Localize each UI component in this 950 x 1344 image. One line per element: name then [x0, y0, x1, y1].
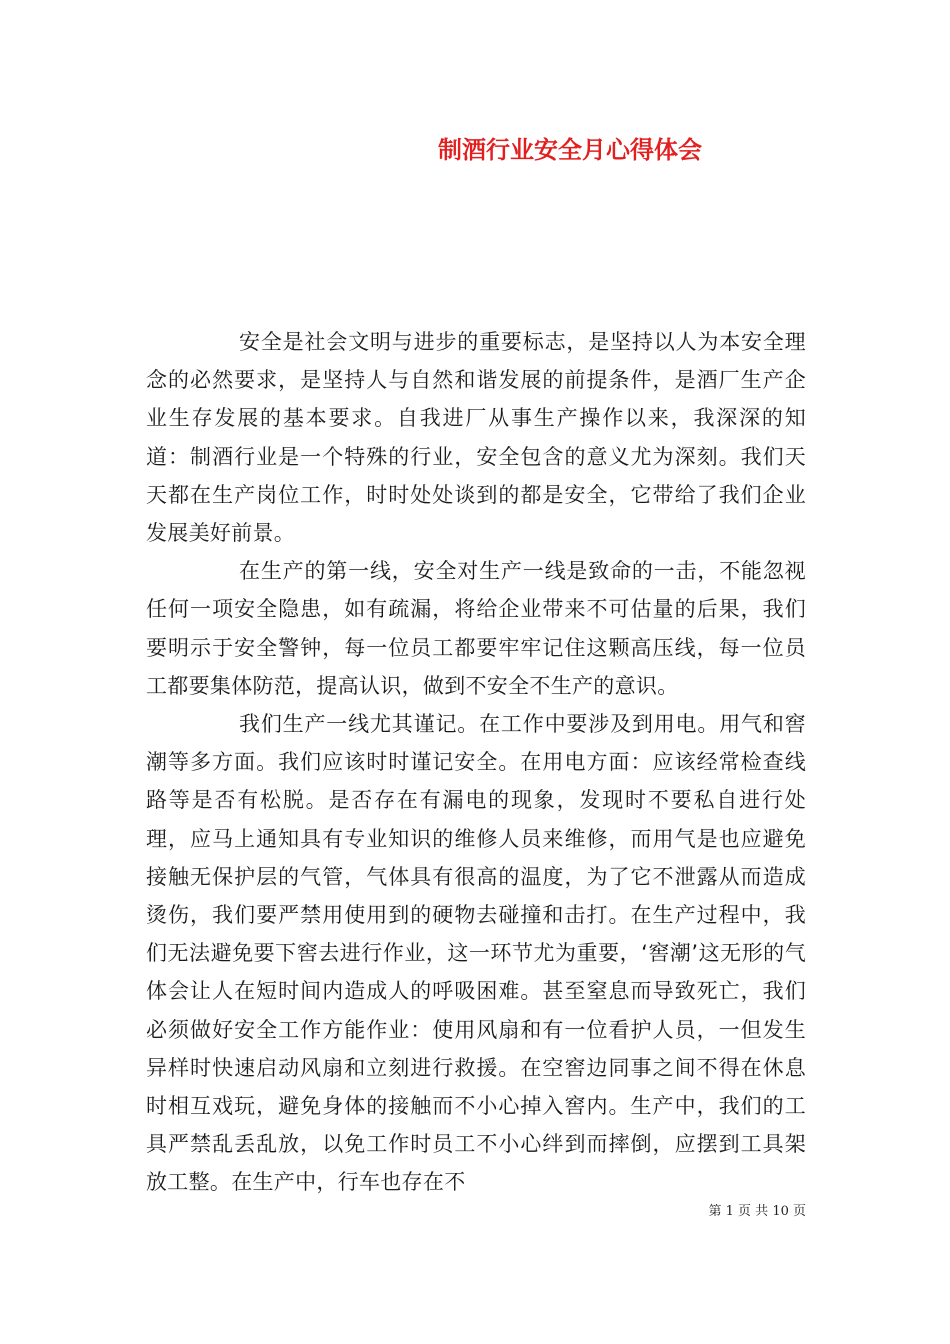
document-title: 制酒行业安全月心得体会 — [438, 135, 702, 164]
document-body — [146, 323, 806, 1202]
paragraph-1: 安全是社会文明与进步的重要标志，是坚持以人为本安全理念的必然要求，是坚持人与自然和谐发展的前提条件，是酒厂生产企业生存发展的基本要求。自我进厂从事生产操作以来，我深深的知道：制酒行业是一个特殊的行业，安全包含的意义尤为深刻。我们天天都在生产岗位工作，时时处处谈到的都是安全，它带给了我们企业发展美好前景。 — [146, 330, 806, 546]
page-number-footer: 第 1 页 共 10 页 — [708, 1204, 806, 1219]
paragraph-2: 在生产的第一线，安全对生产一线是致命的一击，不能忽视任何一项安全隐患，如有疏漏，将给企业带来不可估量的后果，我们要明示于安全警钟，每一位员工都要牢牢记住这颗高压线，每一位员工都要集体防范，提高认识，做到不安全不生产的意识。 — [146, 559, 806, 698]
paragraph-3: 我们生产一线尤其谨记。在工作中要涉及到用电。用气和窖潮等多方面。我们应该时时谨记安全。在用电方面：应该经常检查线路等是否有松脱。是否存在有漏电的现象，发现时不要私自进行处理，应马上通知具有专业知识的维修人员来维修，而用气是也应避免接触无保护层的气管，气体具有很高的温度，为了它不泄露从而造成烫伤，我们要严禁用使用到的硬物去碰撞和击打。在生产过程中，我们无法避免要下窖去进行作业，这一环节尤为重要，‘窖潮’这无形的气体会让人在短时间内造成人的呼吸困难。甚至窒息而导致死亡，我们必须做好安全工作方能作业：使用风扇和有一位看护人员，一但发生异样时快速启动风扇和立刻进行救援。在空窖边同事之间不得在休息时相互戏玩，避免身体的接触而不小心掉入窖内。生产中，我们的工具严禁乱丢乱放，以免工作时员工不小心绊到而摔倒，应摆到工具架放工整。在生产中，行车也存在不 — [146, 712, 806, 1195]
